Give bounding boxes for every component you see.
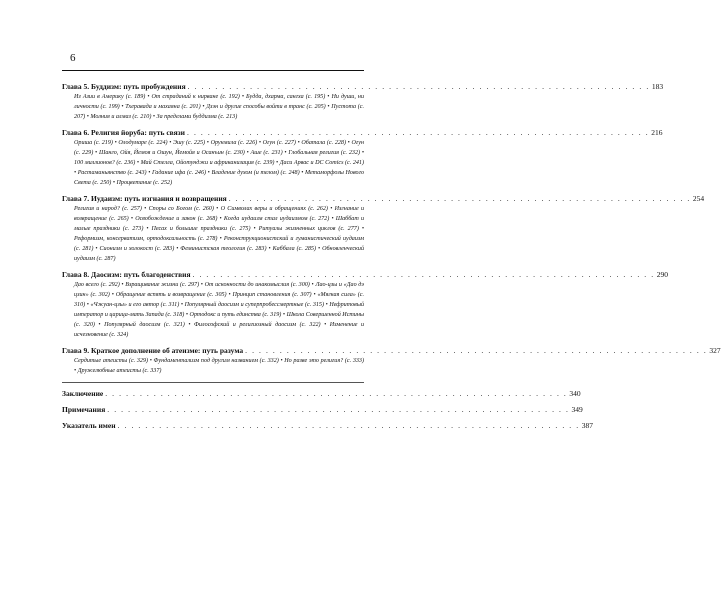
section-divider bbox=[62, 382, 364, 383]
toc-heading bbox=[62, 421, 593, 431]
chapter-title: Глава 8. Даосизм: путь благоденствия bbox=[62, 270, 191, 279]
toc-back-matter-index bbox=[62, 421, 593, 431]
chapter-page: 254 bbox=[692, 194, 705, 203]
back-matter-title: Заключение bbox=[62, 389, 104, 398]
toc-heading bbox=[62, 128, 663, 138]
toc-back-matter-conclusion bbox=[62, 389, 581, 399]
toc-chapter-9 bbox=[62, 346, 721, 376]
toc-heading bbox=[62, 346, 721, 356]
chapter-page: 327 bbox=[709, 346, 721, 355]
back-matter-page: 349 bbox=[571, 405, 583, 414]
leader-dots: . . . . . . . . . . . . . . . . . . . . . . . . . . . . . . . . . . . . . . . . . . . . . . . . . . . . . . . . . . . . . . . . . . . bbox=[117, 421, 580, 430]
toc-heading bbox=[62, 82, 664, 92]
chapter-subsections: Ориша (с. 219) • Олодумаре (с. 224) • Эшу (с. 225) • Орунмила (с. 226) • Огун (с. 227) • Обатала (с. 228) • Огун (с. 229) • Шанго, Ойя, Йемоя и Ошун, Йемойя и Осанъин (с. 230) • Аше (с. 231) • Глобальная религия (с. 232) • 100 миллионов? (с. 236) • Май Стелла, Ойотунджи и африканизация (с. 239) • Даси Арвас и DC Comics (с. 241) • Растаманьянство (с. 243) • Гадание ифа (с. 246) • Владение духом (и телом) (с. 248) • Метаморфозы Нового Света (с. 250) • Процветание (с. 252) bbox=[74, 140, 364, 186]
leader-dots: . . . . . . . . . . . . . . . . . . . . . . . . . . . . . . . . . . . . . . . . . . . . . . . . . . . . . . . . . . . . . . . . . . . bbox=[192, 270, 655, 279]
leader-dots: . . . . . . . . . . . . . . . . . . . . . . . . . . . . . . . . . . . . . . . . . . . . . . . . . . . . . . . . . . . . . . . . . . . bbox=[105, 389, 568, 398]
page-number: 6 bbox=[70, 52, 76, 64]
back-matter-title: Примечания bbox=[62, 405, 106, 414]
toc-heading bbox=[62, 270, 668, 280]
toc-heading bbox=[62, 194, 705, 204]
leader-dots: . . . . . . . . . . . . . . . . . . . . . . . . . . . . . . . . . . . . . . . . . . . . . . . . . . . . . . . . . . . . . . . . . . . bbox=[228, 194, 691, 203]
toc-back-matter-notes bbox=[62, 405, 583, 415]
chapter-title: Глава 9. Краткое дополнение об атеизме: путь разума bbox=[62, 346, 244, 355]
table-of-contents bbox=[62, 82, 721, 437]
toc-heading bbox=[62, 405, 583, 415]
leader-dots: . . . . . . . . . . . . . . . . . . . . . . . . . . . . . . . . . . . . . . . . . . . . . . . . . . . . . . . . . . . . . . . . . . . bbox=[187, 128, 650, 137]
chapter-page: 183 bbox=[651, 82, 664, 91]
leader-dots: . . . . . . . . . . . . . . . . . . . . . . . . . . . . . . . . . . . . . . . . . . . . . . . . . . . . . . . . . . . . . . . . . . . bbox=[187, 82, 650, 91]
toc-chapter-5 bbox=[62, 82, 664, 122]
chapter-title: Глава 6. Религия йоруба: путь связи bbox=[62, 128, 185, 137]
chapter-page: 290 bbox=[656, 270, 668, 279]
leader-dots: . . . . . . . . . . . . . . . . . . . . . . . . . . . . . . . . . . . . . . . . . . . . . . . . . . . . . . . . . . . . . . . . . . . bbox=[107, 405, 570, 414]
toc-chapter-7 bbox=[62, 194, 705, 264]
toc-heading bbox=[62, 389, 581, 399]
chapter-subsections: Из Азии в Америку (с. 189) • От страданий к нирване (с. 192) • Будда, дхарма, сангха (с. 195) • Ни души, ни личности (с. 199) • Тхеравада и махаяна (с. 201) • Дзэн и другие способы войти в транс (с. 205) • Пустота (с. 207) • Молния и алмаз (с. 210) • За пределами буддизма (с. 213) bbox=[74, 94, 364, 120]
chapter-subsections: Религия и народ? (с. 257) • Споры со Богом (с. 260) • О Символах веры и обращениях (с. 262) • Изгнание и возвращение (с. 265) • Освобождение и закон (с. 268) • Когда иудаизм стал иудаизмом (с. 272) • Шаббат и малые праздники (с. 273) • Песах и большие праздники (с. 275) • Ритуалы жизненных циклов (с. 277) • Реформизм, консерватизм, ортодоксальность (с. 278) • Реконструкционистский и гуманистический иудаизм (с. 281) • Сионизм и холокост (с. 283) • Феминистская теология (с. 283) • Каббала (с. 285) • Обновленческий иудаизм (с. 287) bbox=[74, 206, 364, 262]
chapter-title: Глава 5. Буддизм: путь пробуждения bbox=[62, 82, 186, 91]
chapter-page: 216 bbox=[651, 128, 663, 137]
chapter-title: Глава 7. Иудаизм: путь изгнания и возвращения bbox=[62, 194, 227, 203]
leader-dots: . . . . . . . . . . . . . . . . . . . . . . . . . . . . . . . . . . . . . . . . . . . . . . . . . . . . . . . . . . . . . . . . . . . bbox=[245, 346, 708, 355]
back-matter-page: 387 bbox=[581, 421, 593, 430]
back-matter-page: 340 bbox=[569, 389, 581, 398]
chapter-subsections: Сердитые атеисты (с. 329) • Фундаментализм под другим названием (с. 332) • Но разве это религия? (с. 333) • Дружелюбные атеисты (с. 337) bbox=[74, 358, 364, 374]
back-matter-title: Указатель имен bbox=[62, 421, 116, 430]
chapter-subsections: Дао всего (с. 292) • Взращивание жизни (с. 297) • От исконности до инакомыслия (с. 300) • Лао-цзы и «Дао дэ цзин» (с. 302) • Обращение вспять и возвращение (с. 305) • Принцип становления (с. 307) • «Мягкая сила» (с. 310) • «Чжуан-цзы» и его автор (с. 311) • Популярный даосизм и суперпробессмертные (с. 315) • Нефритовый император и царица-мать Запада (с. 318) • Ортодокс и путь единства (с. 319) • Школа Совершенной Истины (с. 320) • Популярный даосизм (с. 321) • Философский и религиозный даосизм (с. 322) • Изменение и исчезновение (с. 324) bbox=[74, 282, 364, 338]
toc-chapter-8 bbox=[62, 270, 668, 340]
toc-chapter-6 bbox=[62, 128, 663, 188]
header-rule bbox=[62, 70, 364, 71]
